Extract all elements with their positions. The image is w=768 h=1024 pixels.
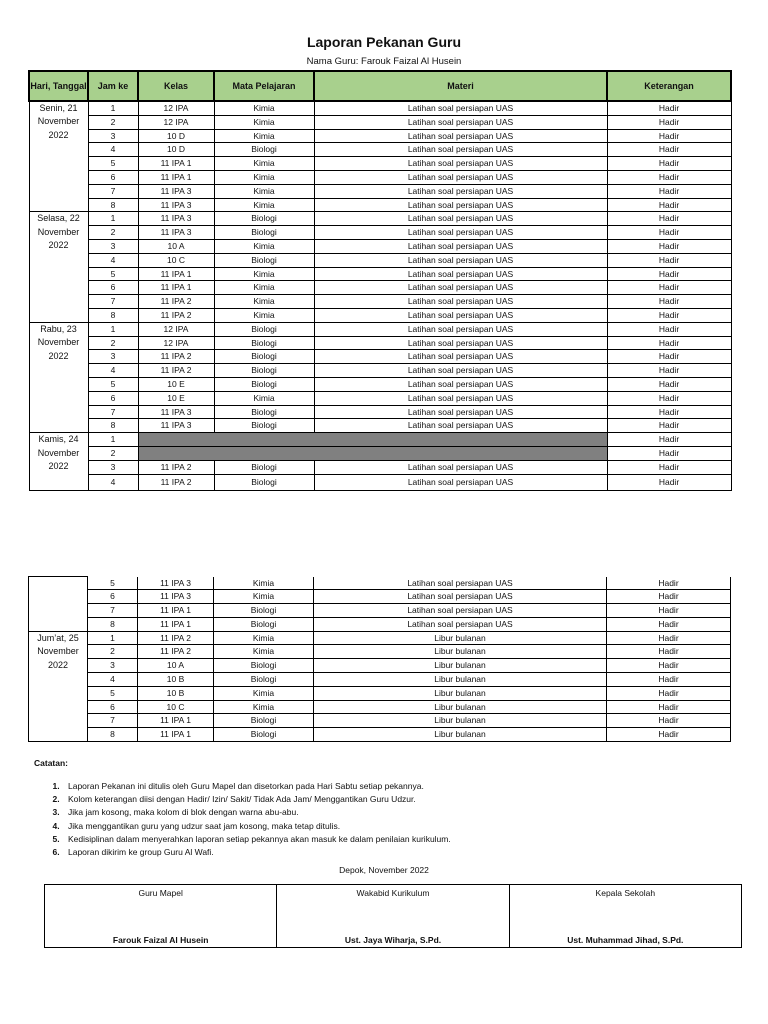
table-row — [29, 157, 731, 171]
jam-cell: 6 — [88, 281, 138, 295]
note-item: 6. Laporan dikirim ke group Guru Al Wafi. — [62, 846, 734, 859]
keterangan-cell: Hadir — [607, 364, 731, 378]
header-keterangan: Keterangan — [607, 71, 731, 101]
keterangan-cell: Hadir — [607, 590, 731, 604]
kelas-cell: 12 IPA — [138, 101, 214, 115]
keterangan-cell: Hadir — [607, 322, 731, 336]
header-jam: Jam ke — [88, 71, 138, 101]
table-row — [29, 267, 731, 281]
jam-cell: 1 — [88, 322, 138, 336]
keterangan-cell: Hadir — [607, 460, 731, 474]
jam-cell: 3 — [88, 460, 138, 474]
mapel-cell: Kimia — [214, 157, 314, 171]
kelas-cell: 11 IPA 3 — [138, 577, 214, 590]
kelas-cell: 11 IPA 3 — [138, 184, 214, 198]
table-row — [29, 673, 731, 687]
weekly-report-table — [28, 70, 732, 491]
table-row — [29, 198, 731, 212]
empty-period-block — [138, 433, 607, 447]
materi-cell: Latihan soal persiapan UAS — [314, 101, 607, 115]
table-row — [29, 446, 731, 460]
table-row — [29, 184, 731, 198]
jam-cell: 2 — [88, 446, 138, 460]
materi-cell: Latihan soal persiapan UAS — [314, 267, 607, 281]
notes-heading: Catatan: — [34, 758, 69, 768]
signature-table — [44, 884, 742, 948]
jam-cell: 1 — [88, 631, 138, 645]
keterangan-cell: Hadir — [607, 377, 731, 391]
materi-cell: Libur bulanan — [314, 631, 607, 645]
signature-name: Ust. Jaya Wiharja, S.Pd. — [344, 935, 442, 945]
notes-list — [34, 780, 734, 859]
jam-cell: 7 — [88, 604, 138, 618]
table-row — [29, 714, 731, 728]
keterangan-cell: Hadir — [607, 673, 731, 687]
materi-cell: Latihan soal persiapan UAS — [314, 617, 607, 631]
jam-cell: 8 — [88, 728, 138, 742]
mapel-cell: Kimia — [214, 170, 314, 184]
keterangan-cell: Hadir — [607, 101, 731, 115]
mapel-cell: Biologi — [214, 377, 314, 391]
materi-cell: Libur bulanan — [314, 714, 607, 728]
jam-cell: 4 — [88, 673, 138, 687]
kelas-cell: 11 IPA 1 — [138, 281, 214, 295]
keterangan-cell: Hadir — [607, 129, 731, 143]
table-row — [29, 115, 731, 129]
kelas-cell: 11 IPA 2 — [138, 645, 214, 659]
table-row — [29, 700, 731, 714]
materi-cell: Latihan soal persiapan UAS — [314, 474, 607, 490]
materi-cell: Latihan soal persiapan UAS — [314, 364, 607, 378]
day-date-cell: Rabu, 23 November 2022 — [29, 322, 88, 432]
mapel-cell: Biologi — [214, 419, 314, 433]
kelas-cell: 11 IPA 2 — [138, 631, 214, 645]
jam-cell: 4 — [88, 143, 138, 157]
table-row — [29, 631, 731, 645]
jam-cell: 6 — [88, 391, 138, 405]
mapel-cell: Biologi — [214, 226, 314, 240]
table-row — [29, 295, 731, 309]
keterangan-cell: Hadir — [607, 700, 731, 714]
table-row — [29, 577, 731, 590]
signature-cell — [509, 885, 741, 948]
materi-cell: Libur bulanan — [314, 728, 607, 742]
kelas-cell: 11 IPA 2 — [138, 364, 214, 378]
keterangan-cell: Hadir — [607, 253, 731, 267]
materi-cell: Latihan soal persiapan UAS — [314, 350, 607, 364]
keterangan-cell: Hadir — [607, 350, 731, 364]
keterangan-cell: Hadir — [607, 577, 731, 590]
mapel-cell: Kimia — [214, 631, 314, 645]
materi-cell: Latihan soal persiapan UAS — [314, 460, 607, 474]
table-row — [29, 433, 731, 447]
materi-cell: Latihan soal persiapan UAS — [314, 253, 607, 267]
day-date-cell: Jum’at, 25 November 2022 — [29, 631, 88, 741]
place-date: Depok, November 2022 — [339, 865, 429, 875]
kelas-cell: 12 IPA — [138, 115, 214, 129]
jam-cell: 6 — [88, 700, 138, 714]
jam-cell: 4 — [88, 474, 138, 490]
table-row — [29, 604, 731, 618]
keterangan-cell: Hadir — [607, 405, 731, 419]
kelas-cell: 10 B — [138, 686, 214, 700]
keterangan-cell: Hadir — [607, 184, 731, 198]
table-row — [29, 686, 731, 700]
kelas-cell: 11 IPA 1 — [138, 714, 214, 728]
materi-cell: Latihan soal persiapan UAS — [314, 143, 607, 157]
jam-cell: 6 — [88, 590, 138, 604]
mapel-cell: Kimia — [214, 645, 314, 659]
kelas-cell: 11 IPA 1 — [138, 617, 214, 631]
table-row — [29, 460, 731, 474]
materi-cell: Latihan soal persiapan UAS — [314, 590, 607, 604]
table-row — [29, 212, 731, 226]
kelas-cell: 11 IPA 1 — [138, 157, 214, 171]
table-row — [29, 364, 731, 378]
day-date-cell: Selasa, 22 November 2022 — [29, 212, 88, 322]
keterangan-cell: Hadir — [607, 143, 731, 157]
mapel-cell: Biologi — [214, 474, 314, 490]
signature-role: Guru Mapel — [138, 888, 183, 898]
table-row — [29, 645, 731, 659]
jam-cell: 2 — [88, 336, 138, 350]
mapel-cell: Biologi — [214, 405, 314, 419]
jam-cell: 8 — [88, 419, 138, 433]
jam-cell: 7 — [88, 714, 138, 728]
materi-cell: Latihan soal persiapan UAS — [314, 157, 607, 171]
jam-cell: 1 — [88, 433, 138, 447]
jam-cell: 5 — [88, 267, 138, 281]
materi-cell: Latihan soal persiapan UAS — [314, 226, 607, 240]
header-mapel: Mata Pelajaran — [214, 71, 314, 101]
signature-name: Ust. Muhammad Jihad, S.Pd. — [567, 935, 684, 945]
table-row — [29, 391, 731, 405]
keterangan-cell: Hadir — [607, 617, 731, 631]
materi-cell: Latihan soal persiapan UAS — [314, 377, 607, 391]
jam-cell: 1 — [88, 101, 138, 115]
keterangan-cell: Hadir — [607, 391, 731, 405]
table-row — [29, 405, 731, 419]
keterangan-cell: Hadir — [607, 714, 731, 728]
jam-cell: 1 — [88, 212, 138, 226]
mapel-cell: Kimia — [214, 184, 314, 198]
table-row — [29, 350, 731, 364]
mapel-cell: Kimia — [214, 267, 314, 281]
jam-cell: 8 — [88, 198, 138, 212]
jam-cell: 5 — [88, 157, 138, 171]
kelas-cell: 11 IPA 1 — [138, 267, 214, 281]
kelas-cell: 12 IPA — [138, 336, 214, 350]
kelas-cell: 10 D — [138, 143, 214, 157]
table-row — [29, 170, 731, 184]
keterangan-cell: Hadir — [607, 604, 731, 618]
table-row — [29, 322, 731, 336]
keterangan-cell: Hadir — [607, 212, 731, 226]
materi-cell: Latihan soal persiapan UAS — [314, 391, 607, 405]
kelas-cell: 11 IPA 3 — [138, 405, 214, 419]
materi-cell: Latihan soal persiapan UAS — [314, 184, 607, 198]
teacher-name: Nama Guru: Farouk Faizal Al Husein — [306, 56, 462, 67]
keterangan-cell: Hadir — [607, 659, 731, 673]
jam-cell: 4 — [88, 364, 138, 378]
jam-cell: 4 — [88, 253, 138, 267]
jam-cell: 3 — [88, 129, 138, 143]
materi-cell: Libur bulanan — [314, 700, 607, 714]
keterangan-cell: Hadir — [607, 226, 731, 240]
materi-cell: Latihan soal persiapan UAS — [314, 419, 607, 433]
jam-cell: 8 — [88, 617, 138, 631]
mapel-cell: Kimia — [214, 590, 314, 604]
table-header-row — [29, 71, 731, 101]
jam-cell: 2 — [88, 645, 138, 659]
kelas-cell: 11 IPA 2 — [138, 460, 214, 474]
materi-cell: Latihan soal persiapan UAS — [314, 281, 607, 295]
kelas-cell: 11 IPA 1 — [138, 170, 214, 184]
keterangan-cell: Hadir — [607, 446, 731, 460]
keterangan-cell: Hadir — [607, 157, 731, 171]
kelas-cell: 11 IPA 3 — [138, 419, 214, 433]
table-row — [29, 474, 731, 490]
signature-role: Wakabid Kurikulum — [356, 888, 430, 898]
mapel-cell: Biologi — [214, 714, 314, 728]
mapel-cell: Biologi — [214, 728, 314, 742]
mapel-cell: Kimia — [214, 115, 314, 129]
materi-cell: Latihan soal persiapan UAS — [314, 170, 607, 184]
materi-cell: Latihan soal persiapan UAS — [314, 198, 607, 212]
keterangan-cell: Hadir — [607, 267, 731, 281]
jam-cell: 3 — [88, 659, 138, 673]
day-date-cell — [29, 577, 88, 632]
header-kelas: Kelas — [138, 71, 214, 101]
header-day: Hari, Tanggal — [29, 71, 88, 101]
keterangan-cell: Hadir — [607, 295, 731, 309]
materi-cell: Latihan soal persiapan UAS — [314, 604, 607, 618]
table-row — [29, 419, 731, 433]
table-row — [29, 239, 731, 253]
mapel-cell: Biologi — [214, 460, 314, 474]
kelas-cell: 10 A — [138, 659, 214, 673]
mapel-cell: Kimia — [214, 391, 314, 405]
jam-cell: 7 — [88, 184, 138, 198]
table-row — [29, 308, 731, 322]
mapel-cell: Kimia — [214, 101, 314, 115]
keterangan-cell: Hadir — [607, 281, 731, 295]
kelas-cell: 10 D — [138, 129, 214, 143]
table-row — [29, 617, 731, 631]
table-row — [29, 253, 731, 267]
jam-cell: 8 — [88, 308, 138, 322]
mapel-cell: Biologi — [214, 659, 314, 673]
mapel-cell: Kimia — [214, 295, 314, 309]
mapel-cell: Kimia — [214, 308, 314, 322]
table-row — [29, 590, 731, 604]
note-item: 3. Jika jam kosong, maka kolom di blok dengan warna abu-abu. — [62, 806, 734, 819]
keterangan-cell: Hadir — [607, 336, 731, 350]
note-item: 4. Jika menggantikan guru yang udzur saat jam kosong, maka tetap ditulis. — [62, 820, 734, 833]
jam-cell: 2 — [88, 226, 138, 240]
mapel-cell: Biologi — [214, 143, 314, 157]
jam-cell: 2 — [88, 115, 138, 129]
keterangan-cell: Hadir — [607, 728, 731, 742]
day-date-cell: Senin, 21 November 2022 — [29, 101, 88, 212]
note-item: 1. Laporan Pekanan ini ditulis oleh Guru Mapel dan disetorkan pada Hari Sabtu setiap pekannya. — [62, 780, 734, 793]
signature-name: Farouk Faizal Al Husein — [112, 935, 209, 945]
keterangan-cell: Hadir — [607, 474, 731, 490]
materi-cell: Latihan soal persiapan UAS — [314, 405, 607, 419]
keterangan-cell: Hadir — [607, 115, 731, 129]
mapel-cell: Biologi — [214, 617, 314, 631]
kelas-cell: 11 IPA 3 — [138, 226, 214, 240]
kelas-cell: 11 IPA 3 — [138, 590, 214, 604]
table-row — [29, 659, 731, 673]
mapel-cell: Biologi — [214, 212, 314, 226]
day-date-cell: Kamis, 24 November 2022 — [29, 433, 88, 490]
mapel-cell: Kimia — [214, 239, 314, 253]
kelas-cell: 10 C — [138, 253, 214, 267]
materi-cell: Latihan soal persiapan UAS — [314, 295, 607, 309]
materi-cell: Latihan soal persiapan UAS — [314, 129, 607, 143]
mapel-cell: Biologi — [214, 604, 314, 618]
kelas-cell: 11 IPA 2 — [138, 350, 214, 364]
note-item: 5. Kedisiplinan dalam menyerahkan laporan setiap pekannya akan masuk ke dalam penilaian kurikulum. — [62, 833, 734, 846]
table-row — [29, 101, 731, 115]
materi-cell: Latihan soal persiapan UAS — [314, 115, 607, 129]
kelas-cell: 11 IPA 2 — [138, 295, 214, 309]
mapel-cell: Biologi — [214, 350, 314, 364]
jam-cell: 5 — [88, 577, 138, 590]
keterangan-cell: Hadir — [607, 239, 731, 253]
kelas-cell: 11 IPA 3 — [138, 198, 214, 212]
materi-cell: Latihan soal persiapan UAS — [314, 212, 607, 226]
materi-cell: Libur bulanan — [314, 686, 607, 700]
mapel-cell: Kimia — [214, 577, 314, 590]
materi-cell: Libur bulanan — [314, 673, 607, 687]
kelas-cell: 11 IPA 2 — [138, 308, 214, 322]
mapel-cell: Kimia — [214, 686, 314, 700]
keterangan-cell: Hadir — [607, 419, 731, 433]
kelas-cell: 10 A — [138, 239, 214, 253]
signature-cell — [277, 885, 509, 948]
mapel-cell: Biologi — [214, 364, 314, 378]
table-row — [29, 226, 731, 240]
table-row — [29, 281, 731, 295]
materi-cell: Libur bulanan — [314, 645, 607, 659]
table-row — [29, 377, 731, 391]
jam-cell: 7 — [88, 405, 138, 419]
kelas-cell: 10 E — [138, 377, 214, 391]
keterangan-cell: Hadir — [607, 645, 731, 659]
table-row — [29, 336, 731, 350]
kelas-cell: 12 IPA — [138, 322, 214, 336]
jam-cell: 5 — [88, 377, 138, 391]
mapel-cell: Kimia — [214, 198, 314, 212]
weekly-report-table-continued — [28, 576, 731, 742]
empty-period-block — [138, 446, 607, 460]
keterangan-cell: Hadir — [607, 433, 731, 447]
kelas-cell: 11 IPA 1 — [138, 604, 214, 618]
kelas-cell: 10 B — [138, 673, 214, 687]
jam-cell: 7 — [88, 295, 138, 309]
note-item: 2. Kolom keterangan diisi dengan Hadir/ Izin/ Sakit/ Tidak Ada Jam/ Menggantikan Guru Udzur. — [62, 793, 734, 806]
materi-cell: Latihan soal persiapan UAS — [314, 239, 607, 253]
jam-cell: 6 — [88, 170, 138, 184]
jam-cell: 3 — [88, 239, 138, 253]
mapel-cell: Biologi — [214, 336, 314, 350]
keterangan-cell: Hadir — [607, 198, 731, 212]
signature-cell — [45, 885, 277, 948]
materi-cell: Latihan soal persiapan UAS — [314, 322, 607, 336]
notes-section — [34, 758, 734, 859]
keterangan-cell: Hadir — [607, 170, 731, 184]
kelas-cell: 11 IPA 3 — [138, 212, 214, 226]
materi-cell: Latihan soal persiapan UAS — [314, 336, 607, 350]
kelas-cell: 10 C — [138, 700, 214, 714]
mapel-cell: Biologi — [214, 253, 314, 267]
table-row — [29, 143, 731, 157]
report-title: Laporan Pekanan Guru — [306, 34, 462, 50]
materi-cell: Latihan soal persiapan UAS — [314, 308, 607, 322]
keterangan-cell: Hadir — [607, 308, 731, 322]
jam-cell: 5 — [88, 686, 138, 700]
table-row — [29, 129, 731, 143]
keterangan-cell: Hadir — [607, 686, 731, 700]
header-materi: Materi — [314, 71, 607, 101]
kelas-cell: 11 IPA 2 — [138, 474, 214, 490]
keterangan-cell: Hadir — [607, 631, 731, 645]
mapel-cell: Kimia — [214, 281, 314, 295]
materi-cell: Latihan soal persiapan UAS — [314, 577, 607, 590]
signature-role: Kepala Sekolah — [595, 888, 656, 898]
mapel-cell: Biologi — [214, 673, 314, 687]
materi-cell: Libur bulanan — [314, 659, 607, 673]
mapel-cell: Biologi — [214, 322, 314, 336]
kelas-cell: 11 IPA 1 — [138, 728, 214, 742]
jam-cell: 3 — [88, 350, 138, 364]
mapel-cell: Kimia — [214, 129, 314, 143]
mapel-cell: Kimia — [214, 700, 314, 714]
table-row — [29, 728, 731, 742]
kelas-cell: 10 E — [138, 391, 214, 405]
